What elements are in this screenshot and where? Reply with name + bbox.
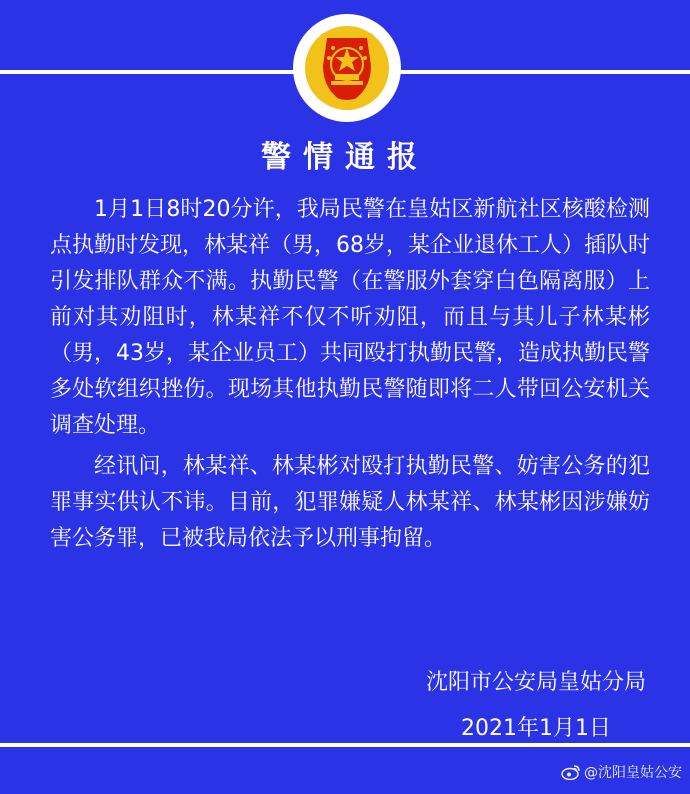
- signature-block: [426, 665, 646, 747]
- issuing-organization: 沈阳市公安局皇姑分局: [425, 670, 646, 695]
- body-paragraph-2: 经讯问，林某祥、林某彬对殴打执勤民警、妨害公务的犯罪事实供认不讳。目前，犯罪嫌疑人林某祥、林某彬因涉嫌妨害公务罪，已被我局依法予以刑事拘留。: [50, 454, 650, 551]
- watermark-text: @沈阳皇姑公安: [584, 765, 682, 781]
- issue-date: 2021年1月1日: [461, 716, 611, 741]
- weibo-watermark: [561, 762, 682, 782]
- notice-title: 警情通报: [261, 140, 429, 175]
- bottom-divider-line: [0, 743, 690, 747]
- police-emblem-icon: [293, 14, 401, 122]
- weibo-icon: [561, 764, 581, 780]
- body-paragraph-1: 1月1日8时20分许，我局民警在皇姑区新航社区核酸检测点执勤时发现，林某祥（男，68岁，某企业退休工人）插队时引发排队群众不满。执勤民警（在警服外套穿白色隔离服）上前对其劝阻时，林某祥不仅不听劝阻，而且与其儿子林某彬（男，43岁，某企业员工）共同殴打执勤民警，造成执勤民警多处软组织挫伤。现场其他执勤民警随即将二人带回公安机关调查处理。: [50, 197, 650, 438]
- notice-body: [50, 192, 650, 557]
